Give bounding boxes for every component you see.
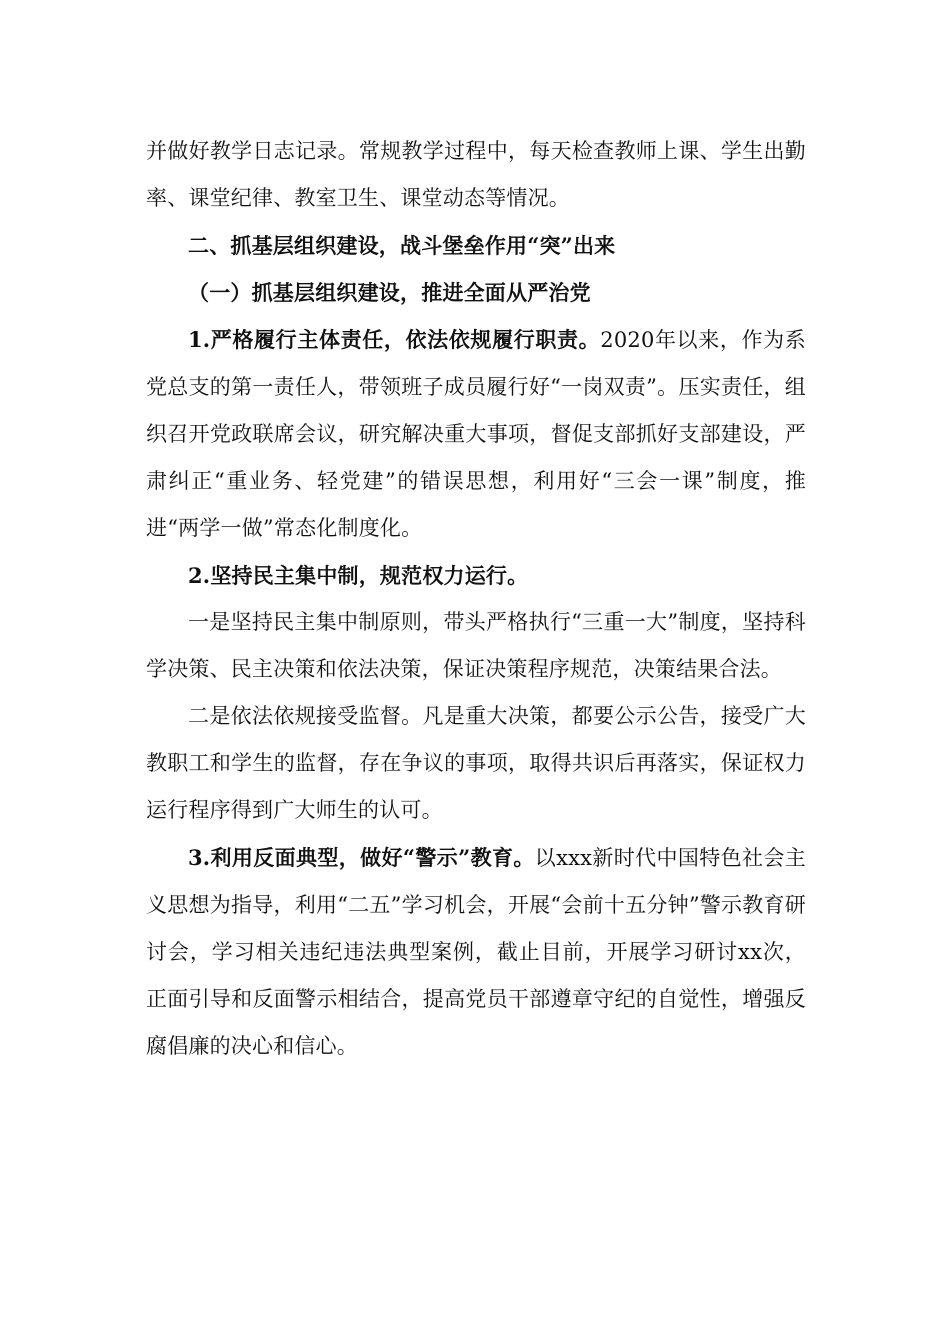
- item-3-title: 3.利用反面典型，做好“警示”教育。: [188, 845, 535, 870]
- subsection-heading: （一）抓基层组织建设，推进全面从严治党: [188, 280, 591, 305]
- section-heading: 二、抓基层组织建设，战斗堡垒作用“突”出来: [188, 233, 616, 258]
- item-1-paragraph: [146, 316, 806, 552]
- item-1-body: 2020年以来，作为系党总支的第一责任人，带领班子成员履行好“一岗双责”。压实责任，组织召开党政联席会议，研究解决重大事项，督促支部抓好支部建设，严肃纠正“重业务、轻党建”的错误思想，利用好“三会一课”制度，推进“两学一做”常态化制度化。: [146, 328, 806, 540]
- paragraph-continued: 并做好教学日志记录。常规教学过程中，每天检查教师上课、学生出勤率、课堂纪律、教室卫生、课堂动态等情况。: [146, 139, 806, 210]
- item-2-title: 2.坚持民主集中制，规范权力运行。: [188, 563, 529, 588]
- item-3-body: 以xxx新时代中国特色社会主义思想为指导，利用“二五”学习机会，开展“会前十五分钟”警示教育研讨会，学习相关违纪违法典型案例，截止目前，开展学习研讨xx次，正面引导和反面警示相结合，提高党员干部遵章守纪的自觉性，增强反腐倡廉的决心和信心。: [146, 846, 806, 1058]
- item-2-point-one: 一是坚持民主集中制原则，带头严格执行“三重一大”制度，坚持科学决策、民主决策和依法决策，保证决策程序规范，决策结果合法。: [146, 610, 806, 681]
- item-2-point-two: 二是依法依规接受监督。凡是重大决策，都要公示公告，接受广大教职工和学生的监督，存在争议的事项，取得共识后再落实，保证权力运行程序得到广大师生的认可。: [146, 704, 806, 822]
- item-1-title: 1.严格履行主体责任，依法依规履行职责。: [188, 327, 601, 352]
- item-3-paragraph: [146, 834, 806, 1070]
- document-body: [146, 128, 806, 1070]
